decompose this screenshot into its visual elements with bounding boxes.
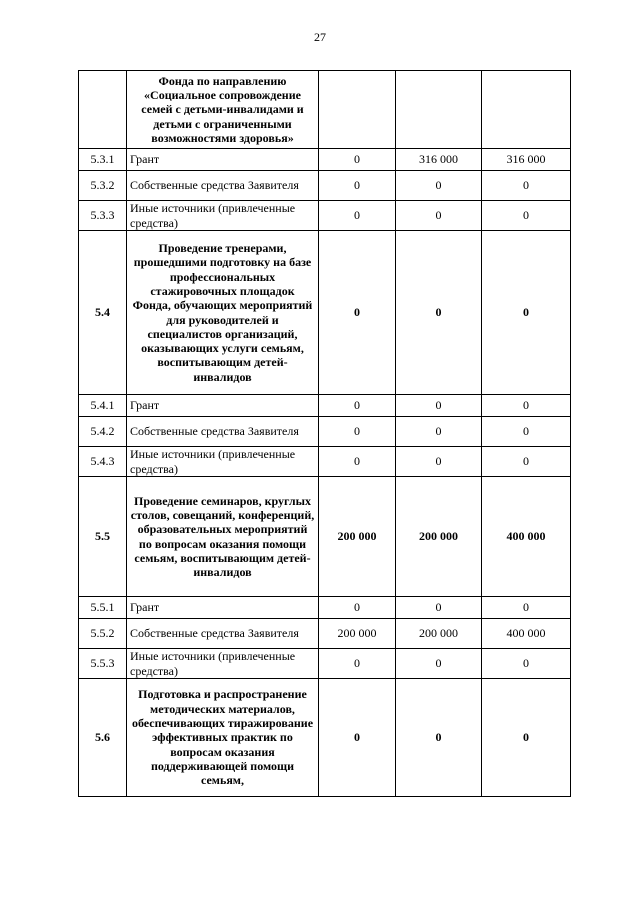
amount-col-3 [482,71,571,149]
row-number: 5.4.1 [79,395,127,417]
page-number: 27 [314,30,326,44]
table-row [79,231,571,395]
table-row [79,417,571,447]
amount-col-1: 0 [319,417,396,447]
table-row [79,597,571,619]
amount-col-2 [396,71,482,149]
amount-col-2: 0 [396,201,482,231]
amount-col-3: 0 [482,679,571,797]
row-number [79,71,127,149]
amount-col-1: 0 [319,649,396,679]
row-description: Собственные средства Заявителя [127,619,319,649]
table-row [79,71,571,149]
row-description: Подготовка и распространение методических материалов, обеспечивающих тиражирование эффективных практик по вопросам оказания поддерживающей помощи семьям, [127,679,319,797]
row-number: 5.5.3 [79,649,127,679]
table-row [79,619,571,649]
amount-col-2: 316 000 [396,149,482,171]
amount-col-2: 0 [396,417,482,447]
amount-col-1: 0 [319,679,396,797]
table-row [79,201,571,231]
amount-col-1: 0 [319,395,396,417]
row-description: Собственные средства Заявителя [127,417,319,447]
amount-col-3: 0 [482,649,571,679]
row-number: 5.5.2 [79,619,127,649]
amount-col-1: 0 [319,597,396,619]
row-number: 5.4.2 [79,417,127,447]
row-description: Собственные средства Заявителя [127,171,319,201]
amount-col-2: 0 [396,231,482,395]
row-number: 5.4 [79,231,127,395]
amount-col-3: 0 [482,597,571,619]
row-description: Грант [127,597,319,619]
amount-col-2: 200 000 [396,477,482,597]
amount-col-1: 200 000 [319,619,396,649]
table-row [79,395,571,417]
amount-col-3: 0 [482,447,571,477]
amount-col-2: 0 [396,679,482,797]
budget-table [78,70,571,797]
row-description: Проведение тренерами, прошедшими подготовку на базе профессиональных стажировочных площадок Фонда, обучающих мероприятий для руководителей и специалистов организаций, оказывающих услуги семьям, воспитывающим детей-инвалидов [127,231,319,395]
amount-col-3: 0 [482,201,571,231]
amount-col-3: 400 000 [482,619,571,649]
amount-col-2: 0 [396,395,482,417]
row-number: 5.3.1 [79,149,127,171]
amount-col-3: 0 [482,395,571,417]
amount-col-1: 0 [319,149,396,171]
amount-col-1: 0 [319,231,396,395]
amount-col-3: 0 [482,171,571,201]
table-row [79,149,571,171]
amount-col-1: 0 [319,171,396,201]
table-row [79,649,571,679]
amount-col-1 [319,71,396,149]
row-number: 5.5 [79,477,127,597]
table-row [79,477,571,597]
amount-col-1: 0 [319,201,396,231]
row-description: Проведение семинаров, круглых столов, совещаний, конференций, образовательных мероприятий по вопросам оказания помощи семьям, воспитывающим детей-инвалидов [127,477,319,597]
table-row [79,679,571,797]
amount-col-2: 200 000 [396,619,482,649]
amount-col-3: 0 [482,417,571,447]
row-number: 5.4.3 [79,447,127,477]
row-description: Грант [127,395,319,417]
row-description: Иные источники (привлеченные средства) [127,447,319,477]
row-description: Иные источники (привлеченные средства) [127,201,319,231]
row-description: Фонда по направлению «Социальное сопровождение семей с детьми-инвалидами и детьми с ограниченными возможностями здоровья» [127,71,319,149]
amount-col-2: 0 [396,171,482,201]
row-number: 5.6 [79,679,127,797]
amount-col-3: 0 [482,231,571,395]
amount-col-1: 0 [319,447,396,477]
amount-col-2: 0 [396,447,482,477]
row-description: Грант [127,149,319,171]
table-row [79,171,571,201]
amount-col-2: 0 [396,597,482,619]
row-number: 5.5.1 [79,597,127,619]
amount-col-1: 200 000 [319,477,396,597]
amount-col-2: 0 [396,649,482,679]
row-number: 5.3.2 [79,171,127,201]
amount-col-3: 316 000 [482,149,571,171]
table-row [79,447,571,477]
row-description: Иные источники (привлеченные средства) [127,649,319,679]
amount-col-3: 400 000 [482,477,571,597]
row-number: 5.3.3 [79,201,127,231]
